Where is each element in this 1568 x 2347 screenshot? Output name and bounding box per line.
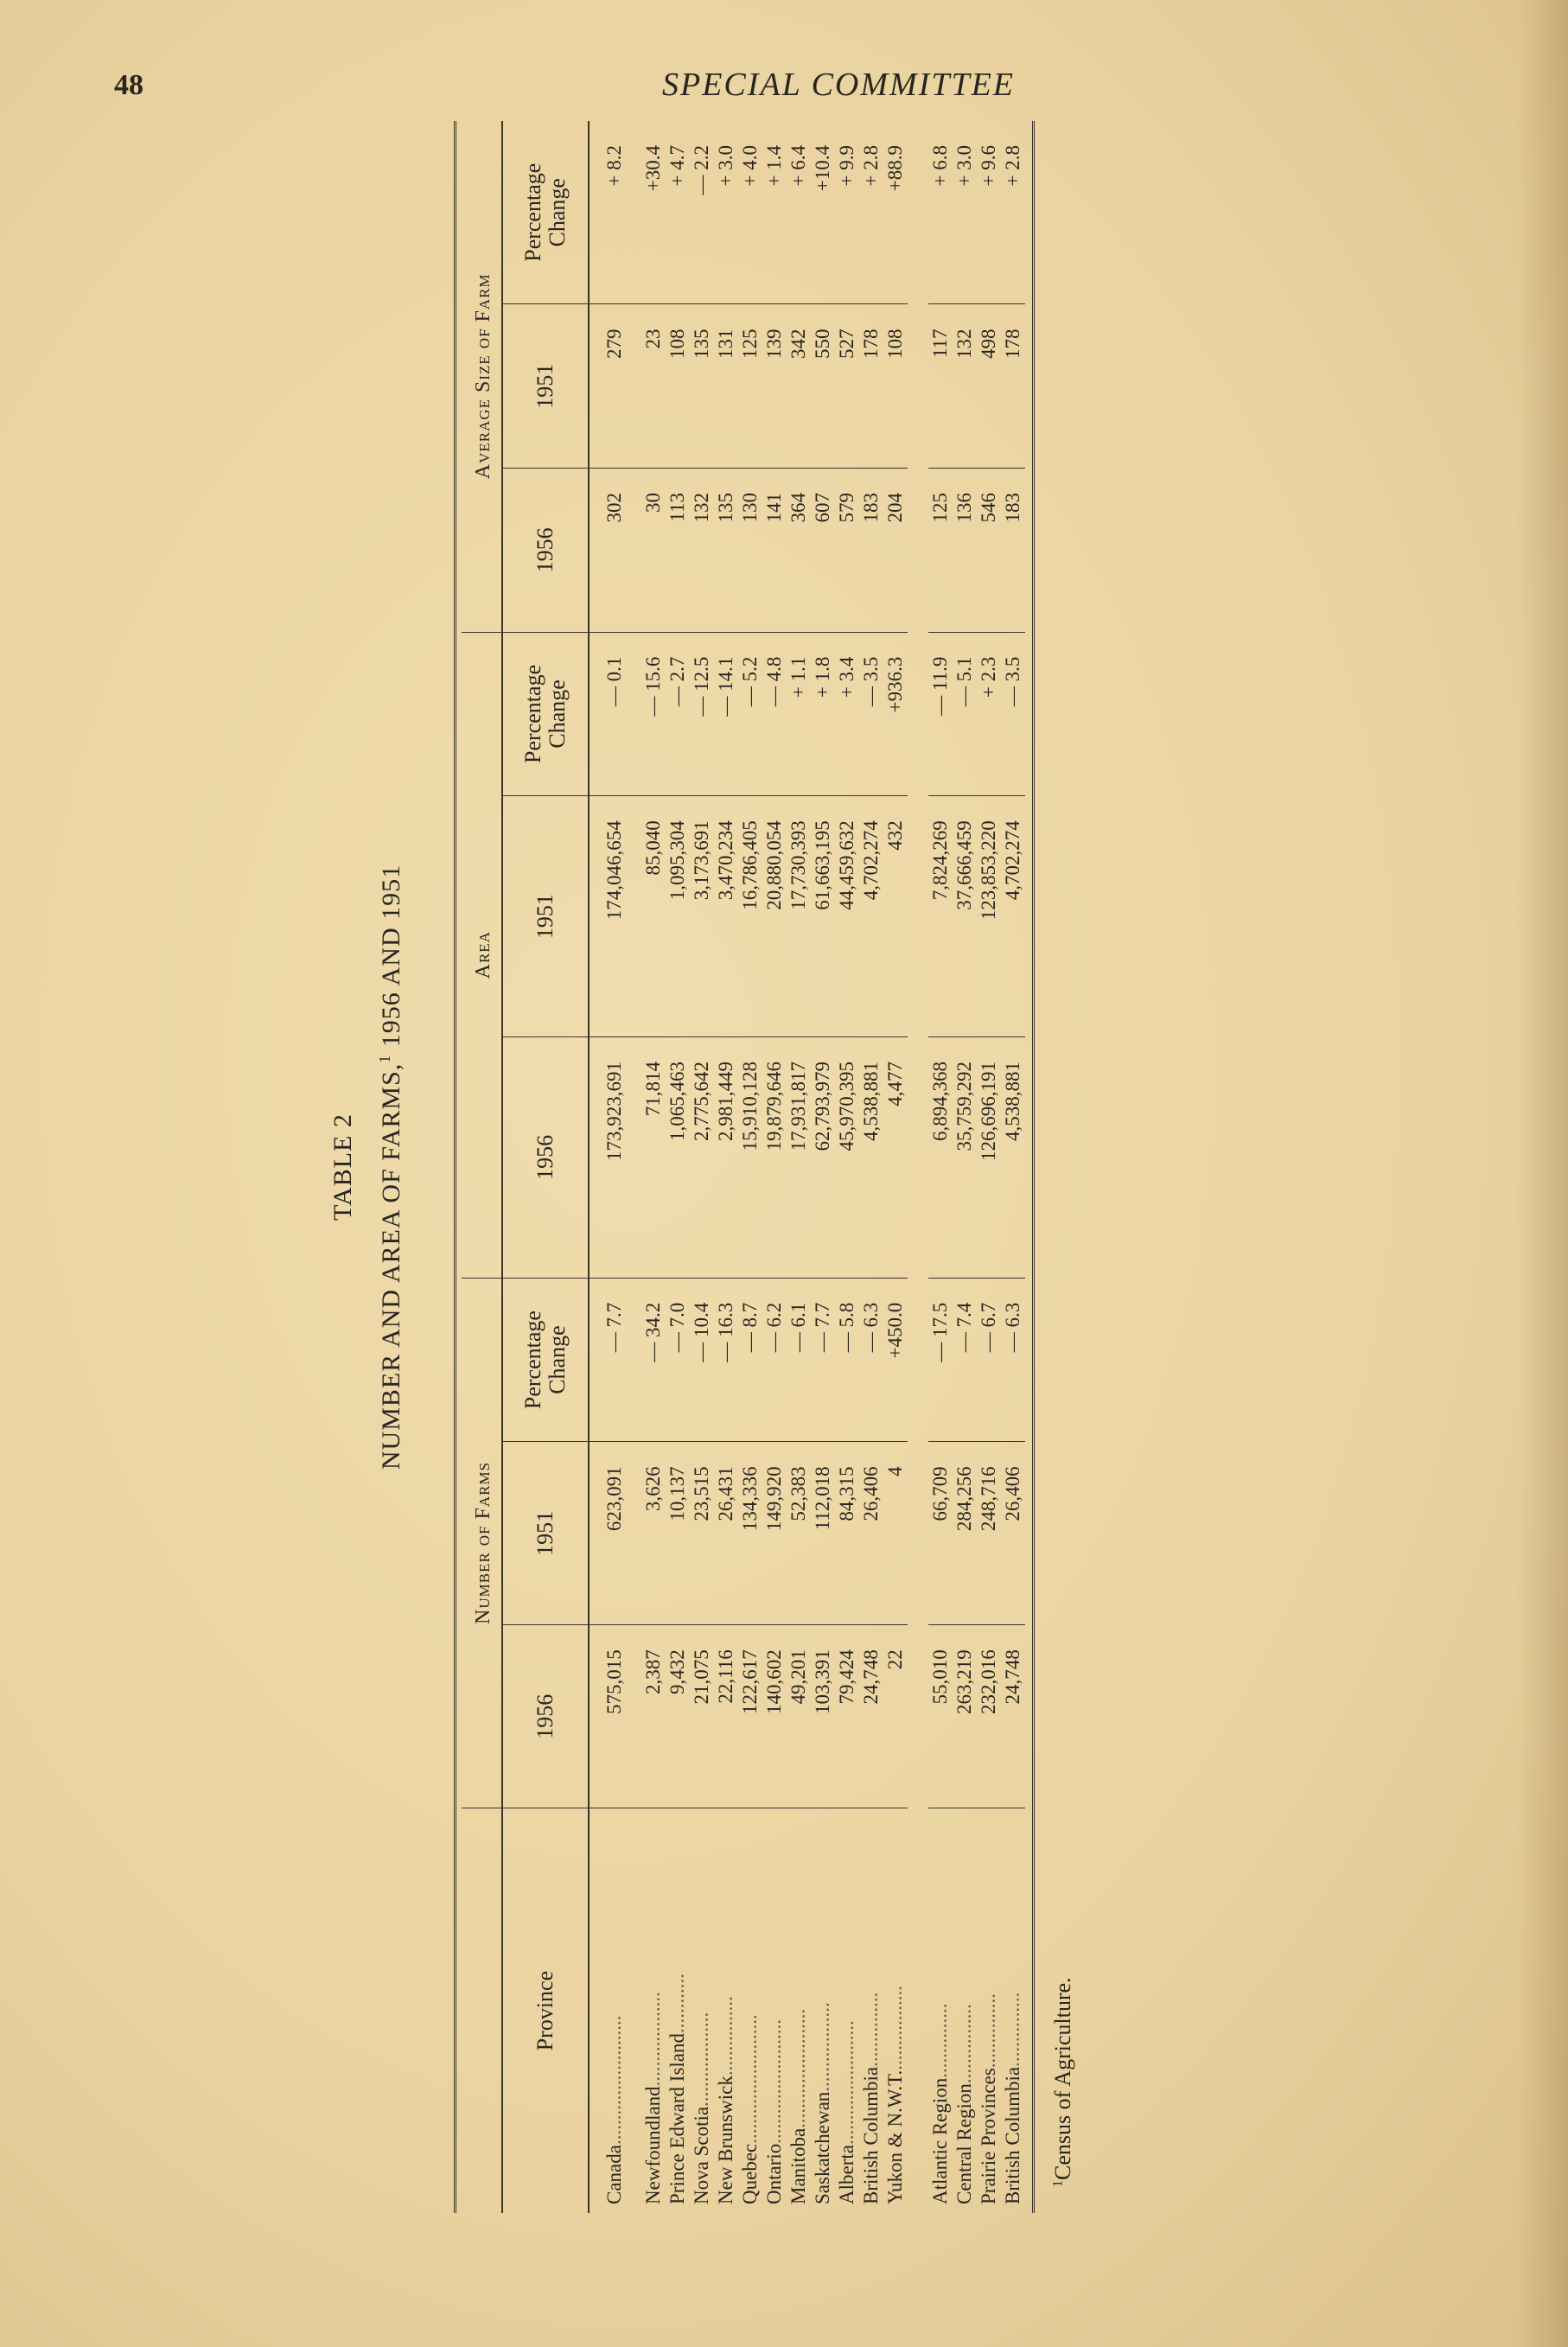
table-row — [641, 121, 666, 2213]
group-spacer — [462, 1808, 502, 2213]
province-cell — [1001, 1808, 1025, 2213]
area-1951-cell: 4,702,274 — [1001, 796, 1025, 1037]
province-cell — [589, 1808, 641, 2213]
province-cell — [859, 1808, 883, 2213]
group-number-of-farms: Number of Farms — [462, 1278, 502, 1808]
area-1956-cell: 6,894,368 — [928, 1037, 953, 1279]
table-title-text: NUMBER AND AREA OF FARMS, — [377, 1062, 405, 1470]
province-cell — [977, 1808, 1001, 2213]
province-cell — [787, 1808, 811, 2213]
size-pct-cell: + 3.0 — [953, 121, 977, 304]
page-number: 48 — [114, 69, 143, 101]
size-1951-cell: 527 — [835, 304, 859, 469]
province-cell — [641, 1808, 666, 2213]
leader-dots: ............... — [929, 2003, 951, 2078]
size-1956-cell: 183 — [859, 469, 883, 633]
table-row — [1001, 121, 1025, 2213]
leader-dots: .......................... — [603, 2015, 625, 2146]
province-cell — [690, 1808, 714, 2213]
size-1956-cell: 141 — [762, 469, 787, 633]
size-pct-cell: + 9.6 — [977, 121, 1001, 304]
area-pct-cell: — 14.1 — [714, 632, 738, 796]
farms-1951-cell: 26,406 — [1001, 1442, 1025, 1625]
area-1956-cell: 62,793,979 — [811, 1037, 835, 1279]
bottom-rule — [1025, 121, 1034, 2213]
area-1951-cell: 37,666,459 — [953, 796, 977, 1037]
area-1956-cell: 4,538,881 — [859, 1037, 883, 1279]
size-pct-cell: + 8.2 — [589, 121, 641, 304]
province-name: Saskatchewan — [812, 2091, 833, 2204]
size-1956-cell: 136 — [953, 469, 977, 633]
area-1951-cell: 1,095,304 — [666, 796, 690, 1037]
farms-1956-cell: 122,617 — [738, 1625, 762, 1808]
col-farms-pct: Percentage Change — [502, 1278, 589, 1442]
farms-pct-cell: — 7.7 — [589, 1278, 641, 1442]
table-row — [690, 121, 714, 2213]
size-pct-cell: + 2.8 — [859, 121, 883, 304]
province-name: Atlantic Region — [929, 2077, 951, 2204]
farms-1956-cell: 55,010 — [928, 1625, 953, 1808]
table-title-years: 1956 AND 1951 — [377, 864, 405, 1055]
area-1951-cell: 16,786,405 — [738, 796, 762, 1037]
size-1951-cell: 117 — [928, 304, 953, 469]
size-1951-cell: 23 — [641, 304, 666, 469]
spacer-cell — [908, 121, 928, 2213]
province-cell — [835, 1808, 859, 2213]
table-label: TABLE 2 — [328, 1113, 357, 1221]
farms-1956-cell: 9,432 — [666, 1625, 690, 1808]
size-pct-cell: + 9.9 — [835, 121, 859, 304]
size-1956-cell: 130 — [738, 469, 762, 633]
area-1956-cell: 4,538,881 — [1001, 1037, 1025, 1279]
size-1956-cell: 302 — [589, 469, 641, 633]
province-cell — [811, 1808, 835, 2213]
farms-pct-cell: — 34.2 — [641, 1278, 666, 1442]
size-pct-cell: + 6.4 — [787, 121, 811, 304]
farms-1951-cell: 26,431 — [714, 1442, 738, 1625]
size-1956-cell: 204 — [883, 469, 908, 633]
farms-1951-cell: 26,406 — [859, 1442, 883, 1625]
farms-pct-cell: +450.0 — [883, 1278, 908, 1442]
farms-1956-cell: 22 — [883, 1625, 908, 1808]
area-1951-cell: 432 — [883, 796, 908, 1037]
farms-1951-cell: 284,256 — [953, 1442, 977, 1625]
farms-1956-cell: 140,602 — [762, 1625, 787, 1808]
size-1951-cell: 125 — [738, 304, 762, 469]
table-row — [738, 121, 762, 2213]
area-1956-cell: 35,759,292 — [953, 1037, 977, 1279]
leader-dots: ........................ — [787, 2008, 809, 2128]
farms-pct-cell: — 7.7 — [811, 1278, 835, 1442]
farms-1956-cell: 21,075 — [690, 1625, 714, 1808]
farms-1956-cell: 263,219 — [953, 1625, 977, 1808]
area-1956-cell: 4,477 — [883, 1037, 908, 1279]
area-pct-cell: — 5.2 — [738, 632, 762, 796]
table-row — [928, 121, 953, 2213]
size-pct-cell: +30.4 — [641, 121, 666, 304]
size-1951-cell: 132 — [953, 304, 977, 469]
size-1951-cell: 108 — [883, 304, 908, 469]
province-cell — [953, 1808, 977, 2213]
province-name: Manitoba — [787, 2127, 809, 2204]
province-name: Nova Scotia — [691, 2106, 712, 2204]
area-pct-cell: — 3.5 — [1001, 632, 1025, 796]
leader-dots: .................. — [812, 2002, 833, 2092]
farms-pct-cell: — 10.4 — [690, 1278, 714, 1442]
leader-dots: ............... — [978, 1993, 999, 2069]
province-name: Quebec — [739, 2143, 761, 2204]
table-row — [953, 121, 977, 2213]
farms-pct-cell: — 8.7 — [738, 1278, 762, 1442]
size-1951-cell: 139 — [762, 304, 787, 469]
table-row — [787, 121, 811, 2213]
size-pct-cell: — 2.2 — [690, 121, 714, 304]
area-1951-cell: 7,824,269 — [928, 796, 953, 1037]
table-row — [811, 121, 835, 2213]
province-name: Central Region — [953, 2083, 975, 2204]
area-1951-cell: 61,663,195 — [811, 796, 835, 1037]
leader-dots: ............... — [860, 1992, 882, 2067]
area-pct-cell: — 15.6 — [641, 632, 666, 796]
area-1951-cell: 44,459,632 — [835, 796, 859, 1037]
size-1956-cell: 183 — [1001, 469, 1025, 633]
area-1951-cell: 3,470,234 — [714, 796, 738, 1037]
province-name: Alberta — [836, 2145, 857, 2204]
farms-1951-cell: 3,626 — [641, 1442, 666, 1625]
area-1951-cell: 3,173,691 — [690, 796, 714, 1037]
col-size-1956: 1956 — [502, 469, 589, 633]
area-1956-cell: 173,923,691 — [589, 1037, 641, 1279]
size-1956-cell: 125 — [928, 469, 953, 633]
province-name: Prince Edward Island — [666, 2033, 688, 2204]
farms-pct-cell: — 7.4 — [953, 1278, 977, 1442]
farms-pct-cell: — 6.3 — [1001, 1278, 1025, 1442]
leader-dots: ................ — [715, 1996, 736, 2076]
col-size-pct: Percentage Change — [502, 121, 589, 304]
col-farms-1951: 1951 — [502, 1442, 589, 1625]
farms-1951-cell: 84,315 — [835, 1442, 859, 1625]
area-pct-cell: + 2.3 — [977, 632, 1001, 796]
area-pct-cell: + 1.1 — [787, 632, 811, 796]
size-1951-cell: 131 — [714, 304, 738, 469]
farms-1951-cell: 149,920 — [762, 1442, 787, 1625]
footnote — [1050, 1977, 1076, 2187]
area-pct-cell: — 2.7 — [666, 632, 690, 796]
area-1956-cell: 17,931,817 — [787, 1037, 811, 1279]
size-1956-cell: 113 — [666, 469, 690, 633]
leader-dots: ............... — [1002, 1992, 1023, 2067]
farms-1956-cell: 2,387 — [641, 1625, 666, 1808]
farms-1956-cell: 22,116 — [714, 1625, 738, 1808]
col-area-1951: 1951 — [502, 796, 589, 1037]
area-1956-cell: 2,775,642 — [690, 1037, 714, 1279]
area-pct-cell: — 5.1 — [953, 632, 977, 796]
area-pct-cell: — 0.1 — [589, 632, 641, 796]
size-1951-cell: 135 — [690, 304, 714, 469]
farms-1951-cell: 112,018 — [811, 1442, 835, 1625]
provinces-body — [641, 121, 908, 2213]
province-name: Prairie Provinces — [978, 2068, 999, 2204]
table-row — [883, 121, 908, 2213]
farms-pct-cell: — 5.8 — [835, 1278, 859, 1442]
province-name: Newfoundland — [642, 2086, 664, 2204]
size-1956-cell: 132 — [690, 469, 714, 633]
province-name: New Brunswick — [715, 2076, 736, 2204]
province-cell — [666, 1808, 690, 2213]
leader-dots: ................... — [691, 2012, 712, 2107]
size-1951-cell: 498 — [977, 304, 1001, 469]
farms-1951-cell: 52,383 — [787, 1442, 811, 1625]
farms-pct-cell: — 16.3 — [714, 1278, 738, 1442]
leader-dots: ................. — [884, 1986, 906, 2070]
table-row — [762, 121, 787, 2213]
group-average-size: Average Size of Farm — [462, 121, 502, 632]
size-1956-cell: 30 — [641, 469, 666, 633]
farms-1956-cell: 575,015 — [589, 1625, 641, 1808]
size-1956-cell: 546 — [977, 469, 1001, 633]
leader-dots: ......................... — [763, 2019, 785, 2144]
col-province: Province — [502, 1808, 589, 2213]
size-1951-cell: 342 — [787, 304, 811, 469]
province-cell — [714, 1808, 738, 2213]
group-area: Area — [462, 632, 502, 1278]
area-1951-cell: 174,046,654 — [589, 796, 641, 1037]
table-row — [977, 121, 1001, 2213]
farms-pct-cell: — 6.7 — [977, 1278, 1001, 1442]
table-row — [859, 121, 883, 2213]
province-cell — [883, 1808, 908, 2213]
table-row — [666, 121, 690, 2213]
bottom-rule-row — [1025, 121, 1034, 2213]
size-pct-cell: +10.4 — [811, 121, 835, 304]
size-1956-cell: 364 — [787, 469, 811, 633]
size-1956-cell: 579 — [835, 469, 859, 633]
area-pct-cell: — 4.8 — [762, 632, 787, 796]
farms-1951-cell: 134,336 — [738, 1442, 762, 1625]
area-1951-cell: 85,040 — [641, 796, 666, 1037]
area-pct-cell: — 11.9 — [928, 632, 953, 796]
leader-dots: ................ — [953, 2004, 975, 2084]
farms-1956-cell: 49,201 — [787, 1625, 811, 1808]
province-cell — [738, 1808, 762, 2213]
size-1956-cell: 607 — [811, 469, 835, 633]
province-cell — [762, 1808, 787, 2213]
province-name: Yukon & N.W.T. — [884, 2070, 906, 2204]
table-row — [835, 121, 859, 2213]
farms-1951-cell: 4 — [883, 1442, 908, 1625]
size-pct-cell: + 1.4 — [762, 121, 787, 304]
col-area-pct: Percentage Change — [502, 632, 589, 796]
area-pct-cell: + 3.4 — [835, 632, 859, 796]
farms-table — [454, 121, 1035, 2213]
col-farms-1956: 1956 — [502, 1625, 589, 1808]
farms-pct-cell: — 6.2 — [762, 1278, 787, 1442]
farms-1951-cell: 23,515 — [690, 1442, 714, 1625]
leader-dots: ......................... — [836, 2020, 857, 2146]
size-1951-cell: 178 — [859, 304, 883, 469]
table-row — [714, 121, 738, 2213]
province-name: British Columbia — [1002, 2066, 1023, 2204]
farms-1951-cell: 623,091 — [589, 1442, 641, 1625]
table-title-footnote-marker: 1 — [376, 1054, 393, 1063]
area-1951-cell: 123,853,220 — [977, 796, 1001, 1037]
area-1951-cell: 20,880,054 — [762, 796, 787, 1037]
farms-1951-cell: 10,137 — [666, 1442, 690, 1625]
size-pct-cell: + 2.8 — [1001, 121, 1025, 304]
farms-1951-cell: 248,716 — [977, 1442, 1001, 1625]
farms-pct-cell: — 7.0 — [666, 1278, 690, 1442]
area-1956-cell: 2,981,449 — [714, 1037, 738, 1279]
table-top-rule — [456, 121, 462, 2213]
farms-pct-cell: — 6.3 — [859, 1278, 883, 1442]
size-1956-cell: 135 — [714, 469, 738, 633]
table-row-canada — [589, 121, 641, 2213]
area-1956-cell: 45,970,395 — [835, 1037, 859, 1279]
leader-dots: ............ — [666, 1974, 688, 2033]
farms-1956-cell: 232,016 — [977, 1625, 1001, 1808]
province-name: Ontario — [763, 2143, 785, 2204]
area-1951-cell: 17,730,393 — [787, 796, 811, 1037]
farms-1956-cell: 24,748 — [859, 1625, 883, 1808]
page-edge-shadow — [1516, 0, 1568, 2347]
farms-1951-cell: 66,709 — [928, 1442, 953, 1625]
size-pct-cell: + 4.7 — [666, 121, 690, 304]
farms-pct-cell: — 6.1 — [787, 1278, 811, 1442]
farms-1956-cell: 103,391 — [811, 1625, 835, 1808]
province-name: British Columbia — [860, 2066, 882, 2204]
rotated-table-block — [246, 121, 1128, 2213]
area-1951-cell: 4,702,274 — [859, 796, 883, 1037]
size-pct-cell: + 3.0 — [714, 121, 738, 304]
area-pct-cell: +936.3 — [883, 632, 908, 796]
area-1956-cell: 1,065,463 — [666, 1037, 690, 1279]
size-1951-cell: 279 — [589, 304, 641, 469]
footnote-text: Census of Agriculture. — [1050, 1977, 1075, 2180]
area-1956-cell: 19,879,646 — [762, 1037, 787, 1279]
leader-dots: ................... — [642, 1992, 664, 2087]
running-head: SPECIAL COMMITTEE — [661, 67, 1016, 103]
size-pct-cell: +88.9 — [883, 121, 908, 304]
size-pct-cell: + 6.8 — [928, 121, 953, 304]
province-name: Canada — [603, 2145, 625, 2204]
table-title — [376, 121, 406, 2213]
spacer-row — [908, 121, 928, 2213]
regions-body — [928, 121, 1025, 2213]
farms-1956-cell: 79,424 — [835, 1625, 859, 1808]
area-1956-cell: 15,910,128 — [738, 1037, 762, 1279]
area-pct-cell: — 3.5 — [859, 632, 883, 796]
size-1951-cell: 550 — [811, 304, 835, 469]
area-1956-cell: 71,814 — [641, 1037, 666, 1279]
size-1951-cell: 108 — [666, 304, 690, 469]
province-cell — [928, 1808, 953, 2213]
leader-dots: .......................... — [739, 2014, 761, 2144]
size-1951-cell: 178 — [1001, 304, 1025, 469]
footnote-marker: 1 — [1050, 2180, 1066, 2187]
farms-1956-cell: 24,748 — [1001, 1625, 1025, 1808]
area-pct-cell: — 12.5 — [690, 632, 714, 796]
area-1956-cell: 126,696,191 — [977, 1037, 1001, 1279]
farms-pct-cell: — 17.5 — [928, 1278, 953, 1442]
col-size-1951: 1951 — [502, 304, 589, 469]
size-pct-cell: + 4.0 — [738, 121, 762, 304]
area-pct-cell: + 1.8 — [811, 632, 835, 796]
col-area-1956: 1956 — [502, 1037, 589, 1279]
